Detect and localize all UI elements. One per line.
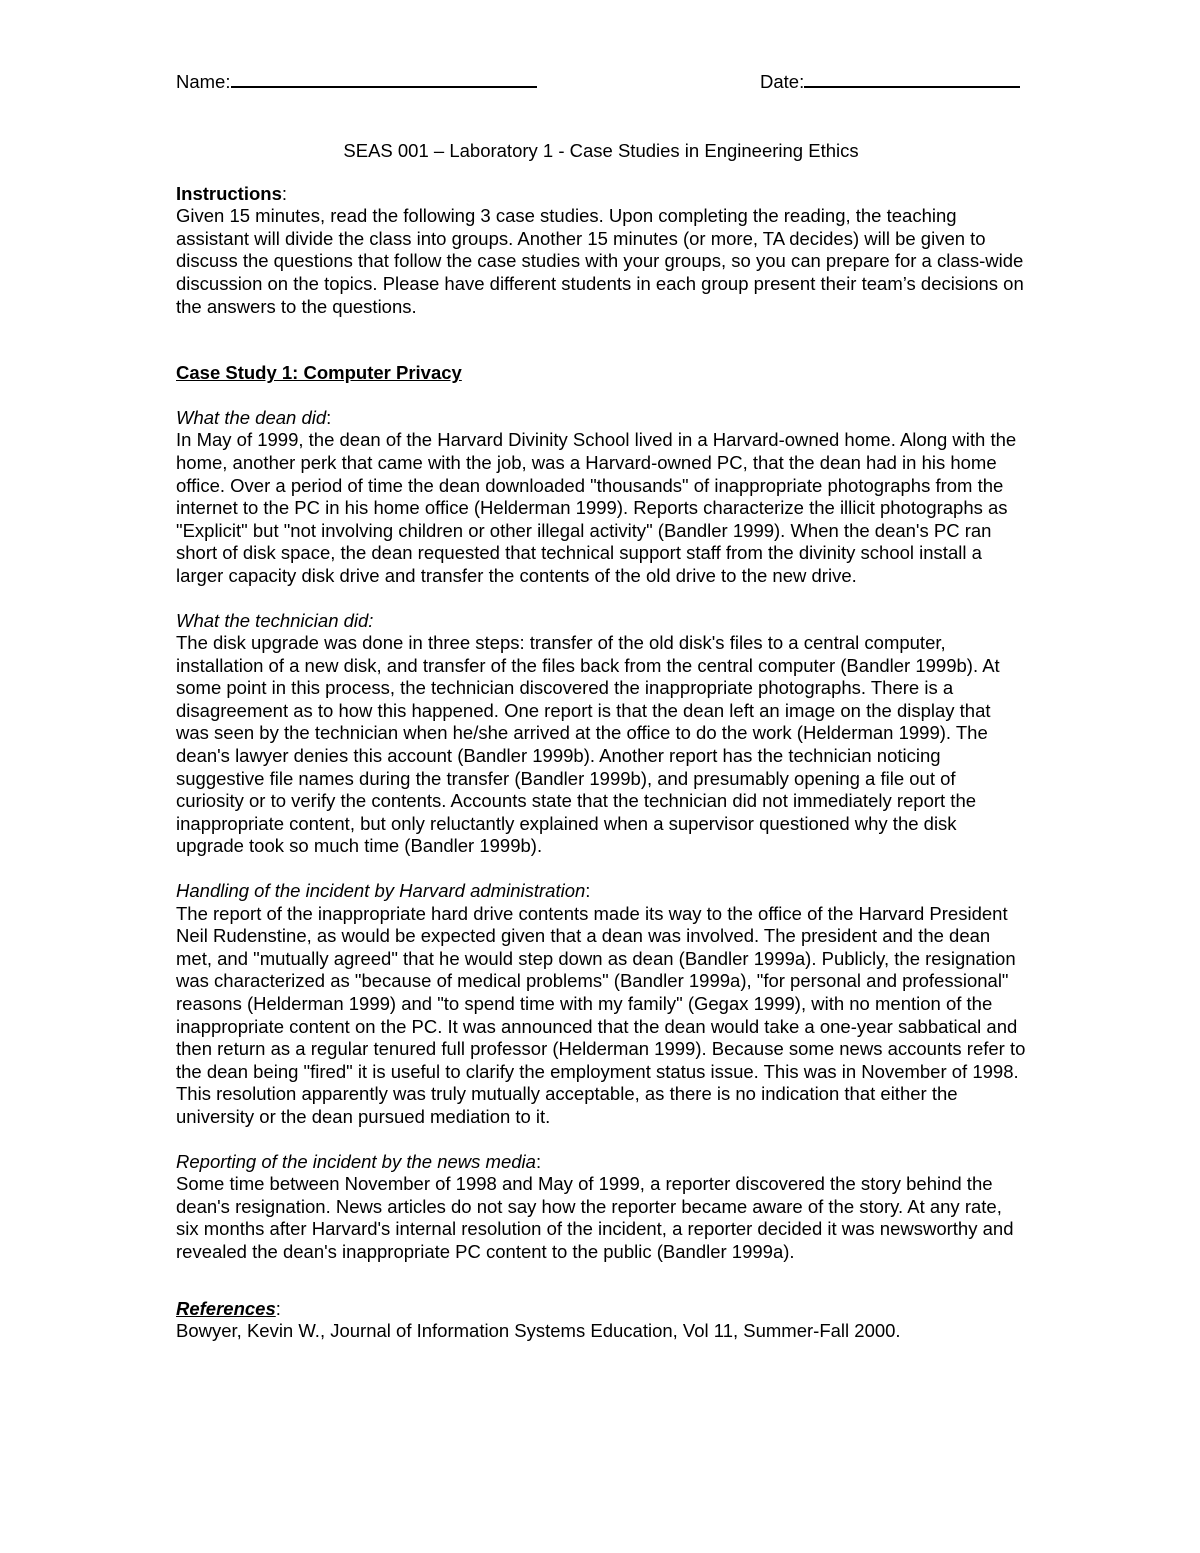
section-text: The disk upgrade was done in three steps: transfer of the old disk's files to a central computer, installation of a new disk, and transfer of the files back from the central computer (Bandler 1999b). At some point in this process, the technician discovered the inappropriate photographs. There is a disagreement as to how this happened. One report is that the dean left an image on the display that was seen by the technician when he/she arrived at the office to do the work (Helderman 1999). The dean's lawyer denies this account (Bandler 1999b). Another report has the technician noticing suggestive file names during the transfer (Bandler 1999b), and presumably opening a file out of curiosity or to verify the contents. Accounts state that the technician did not immediately report the inappropriate content, but only reluctantly explained when a supervisor questioned why the disk upgrade took so much time (Bandler 1999b).	[176, 632, 1000, 857]
instructions-block	[176, 183, 1026, 319]
section-heading-text: Handling of the incident by Harvard administration	[176, 880, 586, 902]
section-heading-colon: :	[535, 1150, 542, 1172]
references-heading	[176, 1298, 1026, 1321]
instructions-label: Instructions	[176, 182, 282, 204]
section-text: The report of the inappropriate hard drive contents made its way to the office of the Harvard President Neil Rudenstine, as would be expected given that a dean was involved. The president and the dean met, and "mutually agreed" that he would step down as dean (Bandler 1999a). Publicly, the resignation was characterized as "because of medical problems" (Bandler 1999a), "for personal and professional" reasons (Helderman 1999) and "to spend time with my family" (Gegax 1999), with no mention of the inappropriate content on the PC. It was announced that the dean would take a one-year sabbatical and then return as a regular tenured full professor (Helderman 1999). Because some news accounts refer to the dean being "fired" it is useful to clarify the employment status issue. This was in November of 1998. This resolution apparently was truly mutually acceptable, as there is no indication that either the university or the dean pursued mediation to it.	[176, 902, 1026, 1127]
section-text: Some time between November of 1998 and May of 1999, a reporter discovered the story behind the dean's resignation. News articles do not say how the reporter became aware of the story. At any rate, six months after Harvard's internal resolution of the incident, a reporter decided it was newsworthy and revealed the dean's inappropriate PC content to the public (Bandler 1999a).	[176, 1173, 1014, 1262]
name-label: Name:	[176, 71, 231, 92]
section-news-media	[176, 1151, 1026, 1264]
section-technician	[176, 610, 1026, 859]
document-page	[176, 68, 1026, 1343]
instructions-heading	[176, 183, 1026, 206]
references-colon: :	[275, 1297, 281, 1319]
case-study-title: Case Study 1: Computer Privacy	[176, 362, 462, 384]
section-heading	[176, 1151, 1026, 1174]
section-heading-colon: :	[585, 880, 591, 902]
document-title: SEAS 001 – Laboratory 1 - Case Studies in Engineering Ethics	[343, 140, 859, 161]
section-heading-colon: :	[326, 406, 332, 428]
date-label: Date:	[760, 71, 805, 92]
section-heading	[176, 610, 1026, 633]
section-heading	[176, 880, 1026, 903]
section-administration	[176, 880, 1026, 1129]
name-field	[176, 68, 537, 94]
section-heading-text: Reporting of the incident by the news media	[176, 1150, 536, 1172]
name-blank-line	[231, 68, 537, 88]
section-text: In May of 1999, the dean of the Harvard Divinity School lived in a Harvard-owned home. Along with the home, another perk that came with the job, was a Harvard-owned PC, that the dean had in his home office. Over a period of time the dean downloaded "thousands" of inappropriate photographs from the internet to the PC in his home office (Helderman 1999). Reports characterize the illicit photographs as "Explicit" but "not involving children or other illegal activity" (Bandler 1999). When the dean's PC ran short of disk space, the dean requested that technical support staff from the divinity school install a larger capacity disk drive and transfer the contents of the old drive to the new drive.	[176, 429, 1017, 586]
section-heading-text: What the technician did:	[176, 609, 374, 631]
date-blank-line	[804, 68, 1020, 88]
date-field	[760, 68, 1020, 94]
references-block	[176, 1298, 1026, 1343]
section-dean	[176, 407, 1026, 588]
section-heading-text: What the dean did	[176, 406, 327, 428]
instructions-text: Given 15 minutes, read the following 3 case studies. Upon completing the reading, the teaching assistant will divide the class into groups. Another 15 minutes (or more, TA decides) will be given to discuss the questions that follow the case studies with your groups, so you can prepare for a class-wide discussion on the topics. Please have different students in each group present their team’s decisions on the answers to the questions.	[176, 205, 1024, 317]
reference-item: Bowyer, Kevin W., Journal of Information Systems Education, Vol 11, Summer-Fall 2000.	[176, 1320, 901, 1342]
section-heading	[176, 407, 1026, 430]
instructions-colon: :	[281, 182, 288, 204]
header-row	[176, 68, 1026, 96]
references-label: References	[176, 1297, 276, 1319]
